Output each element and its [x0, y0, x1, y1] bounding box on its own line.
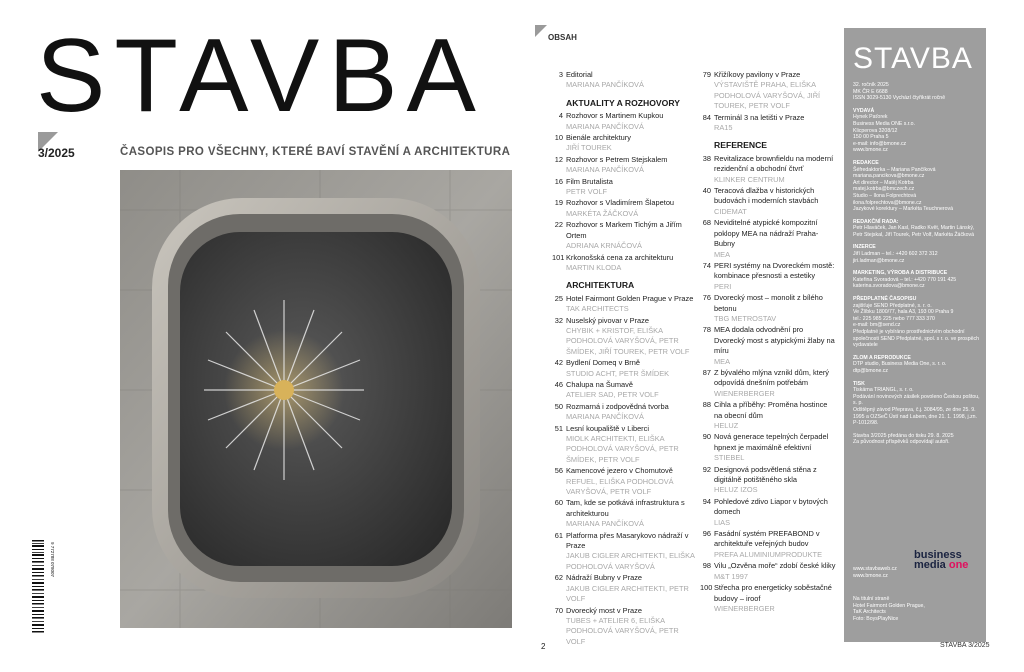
toc-entry[interactable] [552, 498, 700, 529]
toc-section-heading: AKTUALITY A ROZHOVORY [566, 97, 680, 108]
toc-entry[interactable] [700, 561, 836, 582]
toc-page-number: 96 [702, 529, 711, 539]
toc-entry[interactable] [552, 294, 700, 315]
toc-entry-title: Designová podsvětlená stěna z digitálně potištěného skla [714, 464, 817, 485]
cover-slogan: ČASOPIS PRO VŠECHNY, KTERÉ BAVÍ STAVĚNÍ A ARCHITEKTURA [120, 146, 511, 158]
toc-page-number: 100 [700, 583, 713, 593]
toc-page-number: 22 [554, 220, 563, 230]
toc-entry[interactable] [552, 316, 700, 358]
toc-entry-author: ATELIER SAD, PETR VOLF [566, 390, 659, 400]
toc-entry-author: VÝSTAVIŠTĚ PRAHA, ELIŠKA PODHOLOVÁ VARYŠOVÁ, JIŘÍ TOUREK, PETR VOLF [714, 80, 821, 111]
toc-entry[interactable] [552, 220, 700, 251]
toc-entry-author: PREFA ALUMINIUMPRODUKTE [714, 549, 823, 559]
toc-entry[interactable] [700, 154, 836, 185]
toc-page-number: 87 [702, 367, 711, 377]
toc-entry[interactable] [700, 113, 836, 134]
toc-entry-author: MIOLK ARCHITEKTI, ELIŠKA PODHOLOVÁ VARYŠOVÁ, PETR ŠMÍDEK, PETR VOLF [566, 434, 679, 464]
toc-entry-author: ADRIANA KRNÁČOVÁ [566, 241, 642, 251]
toc-entry-author: WIENERBERGER [714, 388, 775, 398]
toc-entry-title: Tam, kde se potkává infrastruktura s architekturou [566, 498, 685, 518]
toc-entry-author: TAK ARCHITECTS [566, 304, 629, 314]
toc-entry[interactable] [552, 573, 700, 604]
toc-entry-title: Lesní koupaliště v Liberci [566, 423, 649, 433]
toc-entry-title: Revitalizace brownfieldu na moderní rezidenční a obchodní čtvrť [714, 153, 834, 174]
toc-entry-title: Rozmarná i zodpovědná tvorba [566, 401, 669, 411]
masthead-intro: 32. ročník 2025 MK ČR E 6688 ISSN 3029-5130 Vychází čtyřikrát ročně [853, 82, 946, 102]
cover-photo-credit: Na titulní straně Hotel Fairmont Golden Prague, TaK Architects Foto: BoysPlayNice [853, 596, 925, 622]
toc-entry-author: CIDEMAT [714, 206, 747, 216]
toc-page-number: 38 [702, 153, 711, 163]
toc-entry-author: HELUZ [714, 421, 739, 430]
toc-page-number: 98 [702, 561, 711, 571]
toc-page-number: 42 [554, 358, 563, 368]
toc-entry[interactable] [552, 606, 700, 648]
toc-entry-title: Editorial [566, 70, 593, 79]
masthead-heading: TISK [853, 380, 865, 387]
toc-page-number: 92 [702, 464, 711, 474]
barcode [32, 540, 55, 634]
toc-entry-author: TBG METROSTAV [714, 313, 777, 323]
toc-page-number: 50 [554, 401, 563, 411]
toc-entry-author: STIEBEL [714, 453, 745, 463]
toc-page-number: 88 [702, 400, 711, 410]
toc-page-number: 51 [554, 423, 563, 433]
page-number-right: STAVBA 3/2025 [940, 642, 990, 649]
toc-page-number: 94 [702, 496, 711, 506]
toc-entry-title: Nová generace tepelných čerpadel hpnext je maximálně efektivní [714, 432, 829, 452]
toc-entry-title: Chalupa na Šumavě [566, 379, 633, 389]
toc-entry-title: MEA dodala odvodnění pro Dvorecký most s atypickými žlaby na míru [714, 325, 835, 356]
toc-corner-triangle [535, 25, 547, 37]
toc-entry-title: Rozhovor s Martinem Kupkou [566, 111, 664, 121]
toc-entry-title: Kamencové jezero v Chomutově [566, 466, 673, 476]
toc-entry[interactable] [700, 325, 836, 367]
toc-entry[interactable] [552, 70, 700, 91]
barcode-number: 9 772788 078007 [50, 542, 55, 578]
toc-entry-title: Hotel Fairmont Golden Prague v Praze [566, 293, 694, 303]
cover-issue-number: 3/2025 [38, 146, 75, 160]
masthead-heading: MARKETING, VÝROBA A DISTRIBUCE [853, 270, 948, 277]
toc-entry-author: STUDIO ACHT, PETR ŠMÍDEK [566, 368, 670, 378]
toc-entry-author: JAKUB CIGLER ARCHITEKTI, PETR VOLF [566, 583, 689, 604]
toc-entry-title: Bienále architektury [566, 133, 631, 143]
toc-page-number: 25 [554, 293, 563, 303]
masthead-heading: REDAKCE [853, 159, 879, 166]
toc-entry-author: MEA [714, 249, 731, 259]
toc-entry-author: MARIANA PANČÍKOVÁ [566, 80, 644, 90]
toc-page-number: 19 [554, 198, 563, 208]
toc-entry-title: Nuselský pivovar v Praze [566, 315, 649, 325]
toc-entry-author: PERI [714, 281, 732, 291]
toc-page-number: 90 [702, 432, 711, 442]
toc-entry[interactable] [700, 465, 836, 496]
toc-page-number: 79 [702, 70, 711, 79]
toc-entry-title: Rozhovor s Petrem Stejskalem [566, 154, 668, 164]
toc-column-2 [700, 70, 836, 615]
toc-entry[interactable] [700, 583, 836, 614]
toc-entry-title: Nádraží Bubny v Praze [566, 573, 642, 583]
toc-page-number: 101 [552, 252, 565, 262]
page-number-left: 2 [541, 642, 546, 651]
toc-entry-title: Rozhovor s Vladimírem Šlapetou [566, 198, 675, 208]
masthead-heading: PŘEDPLATNÉ ČASOPISU [853, 296, 917, 303]
masthead-web: www.stavbaweb.cz www.bmone.cz [853, 566, 897, 579]
toc-page-number: 12 [554, 154, 563, 164]
toc-page-number: 61 [554, 530, 563, 540]
toc-page-number: 84 [702, 112, 711, 122]
toc-entry[interactable] [552, 253, 700, 274]
toc-section-heading: REFERENCE [714, 140, 768, 151]
toc-page-number: 76 [702, 293, 711, 303]
masthead-body: Kateřina Svoradová – tel.: +420 770 191 425 katerina.svoradova@bmone.cz [853, 276, 957, 290]
toc-entry[interactable] [700, 529, 836, 560]
toc-entry-author: MARIANA PANČÍKOVÁ [566, 412, 644, 422]
toc-entry-author: CHYBIK + KRISTOF, ELIŠKA PODHOLOVÁ VARYŠOVÁ, PETR ŠMÍDEK, JIŘÍ TOUREK, PETR VOLF [566, 325, 690, 356]
toc-entry-author: MARIANA PANČÍKOVÁ [566, 165, 644, 175]
cover-title: STAVBA [36, 18, 485, 134]
toc-entry[interactable] [552, 155, 700, 176]
toc-entry-title: Bydlení Domeq v Brně [566, 358, 640, 368]
toc-entry[interactable] [552, 198, 700, 219]
toc-entry[interactable] [552, 466, 700, 497]
toc-entry[interactable] [552, 531, 700, 573]
toc-page-number: 62 [554, 573, 563, 583]
toc-entry[interactable] [552, 177, 700, 198]
toc-entry[interactable] [700, 186, 836, 217]
toc-entry-author: PETR VOLF [566, 187, 608, 197]
masthead-heading: INZERCE [853, 244, 876, 251]
toc-entry-author: TUBES + ATELIER 6, ELIŠKA PODHOLOVÁ VARYŠOVÁ, PETR VOLF [566, 615, 679, 646]
masthead-body: Petr Hlaváček, Jan Kasl, Radko Květ, Martin Lánský, Petr Stejskal, Jiří Tourek, Petr Volf, Markéta Žáčková [853, 225, 975, 238]
toc-entry[interactable] [552, 111, 700, 132]
toc-entry-author: KLINKER CENTRUM [714, 174, 785, 184]
toc-entry[interactable] [552, 402, 700, 423]
toc-entry[interactable] [700, 497, 836, 528]
toc-page-number: 40 [702, 186, 711, 196]
toc-entry[interactable] [552, 133, 700, 154]
toc-entry-author: MARIANA PANČÍKOVÁ [566, 519, 644, 529]
toc-entry-author: JIŘÍ TOUREK [566, 143, 612, 153]
toc-entry[interactable] [700, 70, 836, 112]
toc-page-number: 60 [554, 498, 563, 508]
toc-page-number: 3 [558, 70, 563, 79]
toc-entry[interactable] [700, 432, 836, 463]
masthead-sidebar [844, 28, 986, 642]
toc-entry-title: Fasádní systém PREFABOND v architektuře veřejných budov [714, 529, 820, 549]
toc-label: OBSAH [548, 33, 577, 42]
toc-page-number: 74 [702, 260, 711, 270]
toc-entry-author: JAKUB CIGLER ARCHITEKTI, ELIŠKA PODHOLOVÁ VARYŠOVÁ [566, 551, 695, 571]
masthead-body: Jiří Ladman – tel.: +420 602 372 312 jiri.ladman@bmone.cz [853, 251, 938, 264]
toc-page-number: 78 [702, 325, 711, 335]
toc-entry-title: Terminál 3 na letišti v Praze [714, 112, 805, 122]
toc-entry-title: Cihla a příběhy: Proměna hostince na obecní dům [714, 400, 828, 420]
toc-page-number: 70 [554, 605, 563, 615]
cover-photo-chandelier [120, 170, 512, 628]
toc-entry-author: RA15 [714, 123, 733, 133]
toc-entry[interactable] [700, 400, 836, 431]
toc-entry-title: Křižíkovy pavilony v Praze [714, 70, 801, 79]
toc-entry[interactable] [552, 424, 700, 466]
toc-entry-author: MEA [714, 356, 731, 366]
toc-entry-title: Teracová dlažba v historických budovách i moderních stavbách [714, 186, 819, 206]
toc-entry-title: Pohledové zdivo Liapor v bytových domech [714, 496, 828, 517]
toc-entry-title: Neviditelné atypické kompozitní poklopy MEA na nádraží Praha-Bubny [714, 218, 819, 249]
toc-entry-title: PERI systémy na Dvoreckém mostě: kombinace přesnosti a estetiky [714, 260, 835, 281]
toc-entry-title: Dvorecký most – monolit z bílého betonu [714, 293, 823, 313]
toc-entry-title: Dvorecký most v Praze [566, 605, 642, 615]
toc-page-number: 56 [554, 466, 563, 476]
toc-entry[interactable] [700, 293, 836, 324]
toc-section-heading: ARCHITEKTURA [566, 280, 635, 291]
toc-entry-title: Střecha pro energeticky soběstačné budovy – iroof [714, 583, 832, 603]
toc-entry[interactable] [700, 218, 836, 260]
toc-entry-title: Vilu „Ozvěna moře“ zdobí české kliky [714, 561, 836, 571]
masthead-body: zajišťuje SEND Předplatné, s. r. o. Ve Žlíbku 1800/77, hala A3, 193 00 Praha 9 tel.: 225 985 225 nebo 777 333 370 e-mail: bm@send.cz Předplatné je vybíráno prostřednictvím obchodní společnosti SEND Předplatné, spol. s r. o. ve prospěch vydavatele [853, 302, 980, 349]
masthead-body: Stavba 3/2025 předána do tisku 29. 8. 2025 Za původnost příspěvků odpovídají autoři. [853, 432, 954, 446]
toc-entry-title: Z bývalého mlýna vznikl dům, který odpovídá dnešním potřebám [714, 367, 830, 388]
masthead-body: Šéfredaktorka – Mariana Pančíková mariana.pancikova@bmone.cz Art director – Matěj Kotrba matej.kotrba@bmczech.cz Studio – Ilona Folprechtová ilona.folprechtova@bmone.cz Jazykové korektury – Markéta Teuchnerová [853, 166, 953, 213]
toc-entry-title: Rozhovor s Markem Tichým a Jiřím Ortem [566, 220, 682, 240]
masthead-content [853, 82, 981, 446]
masthead-body: Hynek Paťorek Business Media ONE s.r.o. Klicperova 3208/12 150 00 Praha 5 e-mail: info@bmone.cz www.bmone.cz [853, 114, 915, 154]
toc-page-number: 10 [554, 133, 563, 143]
toc-entry-author: LIAS [714, 517, 731, 527]
toc-page-number: 46 [554, 379, 563, 389]
masthead-heading: REDAKČNÍ RADA: [853, 218, 899, 225]
toc-entry[interactable] [552, 358, 700, 379]
toc-entry[interactable] [552, 380, 700, 401]
masthead-body: DTP studio, Business Media One, s. r. o. dtp@bmone.cz [853, 361, 947, 374]
masthead-heading: ZLOM A REPRODUKCE [853, 354, 911, 361]
toc-entry-author: HELUZ IZOS [714, 485, 758, 495]
toc-page-number: 68 [702, 218, 711, 228]
toc-entry-author: MARIANA PANČÍKOVÁ [566, 121, 644, 131]
toc-entry-title: Film Brutalista [566, 176, 613, 186]
toc-page-number: 4 [558, 111, 563, 121]
toc-entry-author: MARKÉTA ŽÁČKOVÁ [566, 208, 639, 218]
toc-entry-author: MARTIN KLODA [566, 262, 622, 272]
masthead-heading: VYDAVÁ [853, 107, 875, 114]
toc-entry-author: REFUEL, ELIŠKA PODHOLOVÁ VARYŠOVÁ, PETR VOLF [566, 476, 674, 497]
toc-entry-title: Krkonošská cena za architekturu [566, 252, 674, 262]
toc-page-number: 32 [554, 315, 563, 325]
toc-entry-author: WIENERBERGER [714, 603, 775, 613]
toc-page-number: 16 [554, 176, 563, 186]
masthead-body: Tiskárna TRIANGL, s. r. o. Podávání novinových zásilek povoleno Českou poštou, s. p. Odštěpný závod Přeprava, č.j. 3084/95, ze dne 25. 9. 1995 a OZSeČ Ústí nad Labem, dne 21. 1. 1998, j.zn. P-1012/98. [853, 387, 980, 427]
toc-column-1 [552, 70, 700, 648]
toc-entry-title: Platforma přes Masarykovo nádraží v Praze [566, 530, 689, 551]
sidebar-logo: STAVBA [853, 42, 973, 75]
business-media-one-logo: business media one [914, 549, 969, 571]
toc-entry-author: M&T 1997 [714, 571, 748, 581]
toc-entry[interactable] [700, 368, 836, 399]
toc-entry[interactable] [700, 261, 836, 292]
